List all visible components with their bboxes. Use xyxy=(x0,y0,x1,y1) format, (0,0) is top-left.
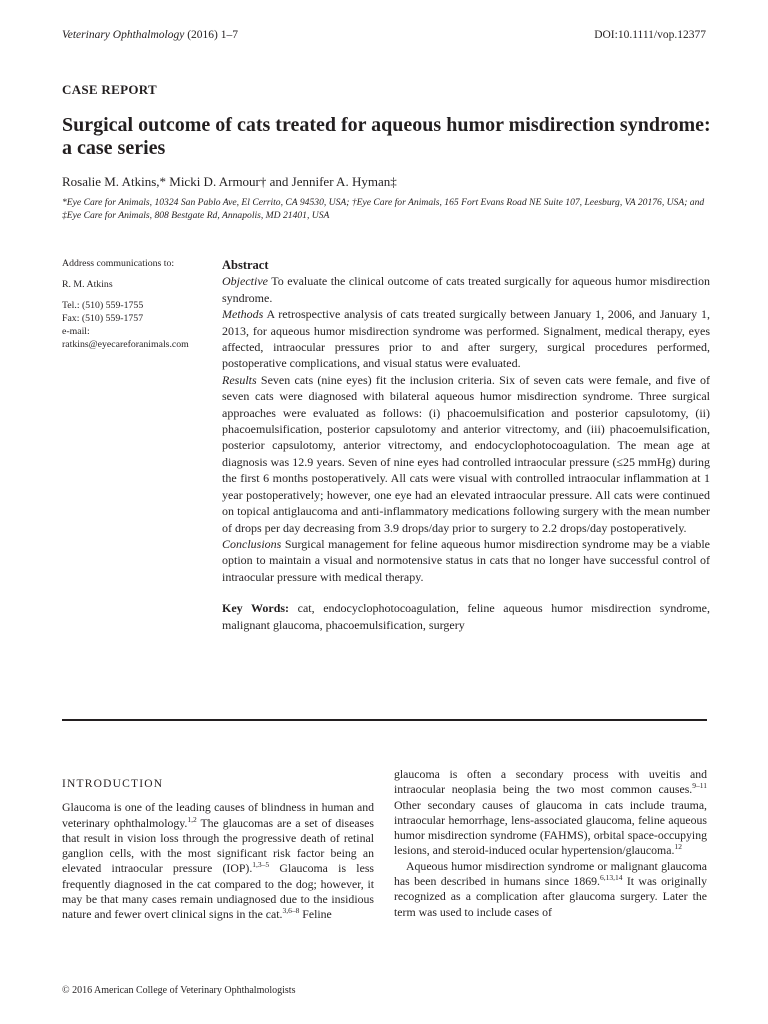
conclusions-label: Conclusions xyxy=(222,536,282,551)
contact-name: R. M. Atkins xyxy=(62,279,113,290)
abstract-results xyxy=(222,372,710,536)
citation[interactable]: 6,13,14 xyxy=(600,873,623,883)
intro-text: Feline xyxy=(299,907,332,922)
intro-paragraph-2 xyxy=(394,859,707,920)
body-column-left xyxy=(62,773,374,923)
intro-paragraph-1 xyxy=(62,800,374,922)
intro-text: Aqueous humor misdirection syndrome or malignant glaucoma has been described in humans since 1869. xyxy=(394,858,707,889)
copyright-footer: © 2016 American College of Veterinary Ophthalmologists xyxy=(62,985,296,996)
journal-header xyxy=(62,29,238,41)
citation[interactable]: 1,2 xyxy=(187,814,197,824)
objective-label: Objective xyxy=(222,274,268,289)
intro-text: Glaucoma is less frequently diagnosed in the cat compared to the dog; however, it may be that many cases remain undiagnosed due to the insidious nature and fewer overt clinical signs in the cat. xyxy=(62,861,374,922)
intro-text: Glaucoma is one of the leading causes of blindness in human and veterinary ophthalmology. xyxy=(62,800,374,830)
conclusions-text: Surgical management for feline aqueous humor misdirection syndrome may be a viable option to maintain a visual and normotensive status in cats that no longer have successful control of intraocular pressure with medical therapy. xyxy=(222,536,711,584)
objective-text: To evaluate the clinical outcome of cats treated surgically for aqueous humor misdirection syndrome. xyxy=(222,274,710,305)
keywords-text: cat, endocyclophotocoagulation, feline aqueous humor misdirection syndrome, malignant glaucoma, phacoemulsification, surgery xyxy=(222,601,711,632)
intro-text: It was originally recognized as a complication after glaucoma surgery. Later the term was used to include cases of xyxy=(394,874,707,919)
abstract xyxy=(222,257,710,633)
results-text: Seven cats (nine eyes) fit the inclusion criteria. Six of seven cats were female, and five of seven cats were diagnosed with bilateral aqueous humor misdirection syndrome. Three surgical approaches were evaluated as follows: (i) phacoemulsification and posterior capsulotomy, (ii) phacoemulsification, posterior capsulotomy and anterior vitrectomy, and (iii) phacoemulsification, posterior capsulotomy, anterior vitrectomy, and endocyclophotocoagulation. The mean age at diagnosis was 12.9 years. Seven of nine eyes had controlled intraocular pressure (≤25 mmHg) during the first 6 months postoperatively. All cats were visual with controlled intraocular inflammation at 1 year postoperatively; however, one eye had an elevated intraocular pressure. All cats were continued on topical antiglaucoma and anti-inflammatory medications following surgery with the mean number of drops per day decreasing from 3.9 drops/day prior to surgery to 2.2 drops/day postoperatively. xyxy=(222,372,711,535)
methods-label: Methods xyxy=(222,307,264,322)
body-column-right xyxy=(394,767,707,920)
journal-name: Veterinary Ophthalmology xyxy=(62,29,185,41)
intro-paragraph-1-cont xyxy=(394,767,707,859)
abstract-objective xyxy=(222,273,710,306)
contact-fax: Fax: (510) 559-1757 xyxy=(62,313,144,324)
section-label: CASE REPORT xyxy=(62,82,157,97)
citation[interactable]: 3,6–8 xyxy=(282,906,300,916)
results-label: Results xyxy=(222,372,257,387)
keywords-label: Key Words: xyxy=(222,601,290,616)
contact-email-label: e-mail: xyxy=(62,326,90,337)
article-title: Surgical outcome of cats treated for aqueous humor misdirection syndrome: a case series xyxy=(62,114,711,159)
contact-email[interactable]: ratkins@eyecareforanimals.com xyxy=(62,339,189,350)
citation[interactable]: 1,3–5 xyxy=(252,860,270,870)
contact-block xyxy=(62,257,212,351)
intro-text: The glaucomas are a set of diseases that result in vision loss through the progressive death of retinal ganglion cells, with the most significant risk factor being an elevated intraocular pressure (IOP). xyxy=(62,815,374,876)
abstract-conclusions xyxy=(222,536,710,585)
intro-text: glaucoma is often a secondary process with uveitis and intraocular neoplasia being the two most common causes. xyxy=(394,767,707,797)
intro-text: Other secondary causes of glaucoma in cats include trauma, intraocular hemorrhage, lens-associated glaucoma, feline aqueous humor misdirection syndrome (FAHMS), orbital space-occupying lesions, and steroid-induced ocular hypertension/glaucoma. xyxy=(394,797,707,858)
citation[interactable]: 9–11 xyxy=(692,781,707,791)
journal-year-pages: (2016) 1–7 xyxy=(187,29,238,41)
introduction-heading: INTRODUCTION xyxy=(62,778,164,790)
contact-tel: Tel.: (510) 559-1755 xyxy=(62,300,144,311)
doi: DOI:10.1111/vop.12377 xyxy=(594,29,706,41)
methods-text: A retrospective analysis of cats treated surgically between January 1, 2006, and January 1, 2013, for aqueous humor misdirection syndrome was performed. Signalment, medical therapy, eyes affected, intraocular pressures prior to and after surgery, surgical procedures performed, postoperative complications, and visual status were evaluated. xyxy=(222,307,710,371)
affiliations: *Eye Care for Animals, 10324 San Pablo Ave, El Cerrito, CA 94530, USA; †Eye Care for Animals, 165 Fort Evans Road NE Suite 107, Leesburg, VA 20176, USA; and ‡Eye Care for Animals, 808 Bestgate Rd, Annapolis, MD 21401, USA xyxy=(62,197,705,221)
authors: Rosalie M. Atkins,* Micki D. Armour† and Jennifer A. Hyman‡ xyxy=(62,174,397,189)
abstract-methods xyxy=(222,306,710,372)
keywords xyxy=(222,600,710,633)
contact-heading: Address communications to: xyxy=(62,258,175,269)
citation[interactable]: 12 xyxy=(674,842,682,852)
abstract-heading: Abstract xyxy=(222,258,269,272)
section-divider xyxy=(62,719,707,721)
